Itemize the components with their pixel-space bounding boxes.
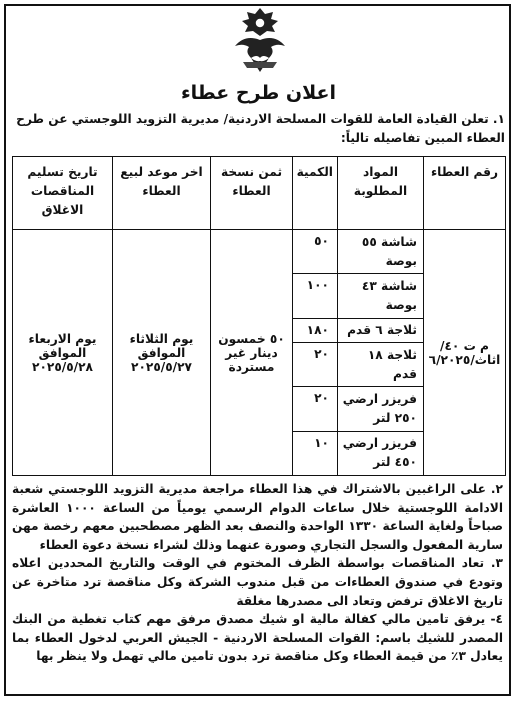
material-item: شاشة ٥٥ بوصة <box>338 230 424 274</box>
jordan-armed-forces-emblem-icon <box>229 6 291 76</box>
material-quantity: ١٨٠ <box>293 318 338 343</box>
header-closing: تاريخ تسليم المناقصات الاغلاق <box>13 157 113 230</box>
material-item: فريزر ارضي ٢٥٠ لتر <box>338 387 424 431</box>
header-last-sale: اخر موعد لبيع العطاء <box>113 157 211 230</box>
last-sale-date: يوم الثلاثاء الموافق ٢٠٢٥/٥/٢٧ <box>113 230 211 476</box>
material-item: فريزر ارضي ٤٥٠ لتر <box>338 431 424 475</box>
material-quantity: ٢٠ <box>293 387 338 431</box>
table-row <box>13 230 506 274</box>
copy-price: ٥٠ خمسون دينار غير مستردة <box>211 230 293 476</box>
material-item: ثلاجة ٦ قدم <box>338 318 424 343</box>
tender-number: م ت ٤٠/ اثاث/٦/٢٠٢٥ <box>424 230 506 476</box>
header-price: ثمن نسخة العطاء <box>211 157 293 230</box>
conditions-section <box>12 480 503 666</box>
condition-paragraph-4: ٤- يرفق تامين مالي كفالة مالية او شيك مصدق مرفق مهم كتاب تغطية من البنك المصدر للشيك باسم: القوات المسلحة الاردنية - الجيش العربي لدخول العطاء بما يعادل ٣٪ من قيمة العطاء وكل مناقصة ترد بدون تامين مالي تهمل ولا ينظر بها <box>12 612 503 664</box>
notice-title: اعلان طرح عطاء <box>180 82 337 104</box>
material-item: ثلاجة ١٨ قدم <box>338 343 424 387</box>
table-header-row <box>13 157 506 230</box>
header-tender-no: رقم العطاء <box>424 157 506 230</box>
header-materials: المواد المطلوبة <box>338 157 424 230</box>
material-quantity: ٢٠ <box>293 343 338 387</box>
tender-table <box>12 156 506 476</box>
material-quantity: ١٠٠ <box>293 274 338 318</box>
intro-paragraph: ١. تعلن القيادة العامة للقوات المسلحة الاردنية/ مديرية التزويد اللوجستي عن طرح العطاء المبين تفاصيله تالياً: <box>16 112 505 145</box>
material-quantity: ١٠ <box>293 431 338 475</box>
condition-paragraph-2: ٢. على الراغبين بالاشتراك في هذا العطاء مراجعة مديرية التزويد اللوجستي شعبة الادامة اللوجستية خلال ساعات الدوام الرسمي يومياً من الساعة ١٠٠٠ العاشرة صباحاً ولغاية الساعة ١٣٣٠ الواحدة والنصف بعد الظهر مصطحبين معهم رخصة مهن سارية المفعول والسجل التجاري وصورة عنهما وذلك لشراء نسخة دعوة العطاء <box>12 482 503 552</box>
condition-paragraph-3: ٣. تعاد المناقصات بواسطة الظرف المختوم في الوقت والتاريخ المحددين اعلاه وتودع في صندوق العطاءات من قبل مندوب الشركة وكل مناقصة ترد متاخرة عن تاريخ الاغلاق ترفض وتعاد الى مصدرها مغلقة <box>12 556 503 608</box>
material-quantity: ٥٠ <box>293 230 338 274</box>
closing-date: يوم الاربعاء الموافق ٢٠٢٥/٥/٢٨ <box>13 230 113 476</box>
material-item: شاشة ٤٣ بوصة <box>338 274 424 318</box>
header-quantity: الكمية <box>293 157 338 230</box>
